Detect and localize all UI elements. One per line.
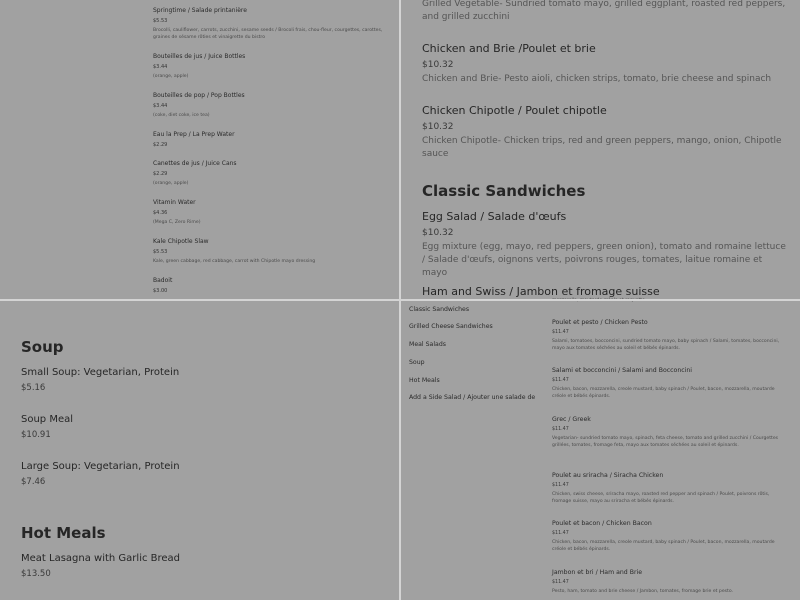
item-name: Eau la Prep / La Prep Water (153, 131, 235, 138)
menu-item[interactable] (552, 367, 787, 400)
menu-item[interactable] (552, 416, 787, 449)
item-price: $11.47 (552, 378, 569, 383)
section-title: Classic Sandwiches (422, 182, 586, 200)
item-name[interactable]: Chicken and Brie /Poulet et brie (422, 42, 596, 55)
item-description: Kale, green cabbage, red cabbage, carrot with Chipotle mayo dressing (153, 259, 316, 264)
nav-item-hot-meals[interactable]: Hot Meals (409, 377, 440, 384)
item-price: $11.47 (552, 531, 569, 536)
item-price: $10.91 (21, 430, 51, 440)
menu-item[interactable] (153, 277, 393, 294)
item-price: $3.44 (153, 64, 168, 70)
item-description: Chicken and Brie- Pesto aioli, chicken strips, tomato, brie cheese and spinach (422, 74, 772, 84)
item-name: Bouteilles de pop / Pop Bottles (153, 92, 245, 99)
item-description: (orange, apple) (153, 181, 189, 186)
beverages-panel (0, 0, 399, 299)
item-name[interactable]: Ham and Swiss / Jambon et fromage suisse (422, 285, 660, 298)
item-name[interactable]: Egg Salad / Salade d'œufs (422, 210, 567, 223)
menu-item[interactable] (153, 53, 393, 80)
menu-item[interactable] (153, 160, 393, 187)
item-price: $10.32 (422, 122, 454, 132)
soup-panel (0, 301, 399, 600)
item-price: $5.53 (153, 249, 168, 255)
item-description: Brocolli, cauliflower, carrots, zucchini, sesame seeds / Brocoli frais, chou-fleur, courgettes, carottes, graines de sésame rôties et vinaigrette du bistro (153, 28, 383, 40)
item-price: $7.46 (21, 477, 46, 487)
menu-item[interactable] (552, 472, 787, 505)
item-name: Grec / Greek (552, 416, 591, 423)
menu-item[interactable] (153, 199, 393, 226)
item-price: $2.29 (153, 171, 168, 177)
divider-horizontal (0, 299, 800, 301)
menu-item[interactable] (552, 319, 787, 352)
nav-item-meal-salads[interactable]: Meal Salads (409, 341, 447, 348)
item-description: Salami, tomatoes, bocconcini, sundried tomato mayo, baby spinach / Salami, tomates, bocconcini, mayo aux tomates séchées au soleil et bébés épinards. (552, 339, 780, 351)
item-name: Badoit (153, 277, 173, 284)
nav-item-classic-sandwiches[interactable]: Classic Sandwiches (409, 306, 470, 313)
menu-item[interactable] (153, 131, 393, 148)
menu-item[interactable] (552, 520, 787, 553)
menu-item[interactable] (153, 7, 393, 41)
section-title: Soup (21, 338, 64, 356)
menu-item[interactable] (153, 92, 393, 119)
item-name[interactable]: Soup Meal (21, 414, 74, 425)
item-price: $10.32 (422, 228, 454, 238)
item-price: $2.29 (153, 142, 168, 148)
item-description: Chicken Chipotle- Chicken trips, red and green peppers, mango, onion, Chipotle sauce (422, 136, 782, 159)
item-name: Poulet et bacon / Chicken Bacon (552, 520, 652, 527)
item-price: $11.47 (552, 330, 569, 335)
item-price: $11.47 (552, 427, 569, 432)
item-description: (Mega C, Zero Rime) (153, 220, 201, 225)
item-description: (orange, apple) (153, 74, 189, 79)
nav-item-add-side-salad[interactable]: Add a Side Salad / Ajouter une salade de (409, 394, 536, 401)
item-name: Poulet au sriracha / Siracha Chicken (552, 472, 664, 479)
item-name: Canettes de jus / Juice Cans (153, 160, 237, 167)
nav-item-grilled-cheese[interactable]: Grilled Cheese Sandwiches (409, 323, 493, 330)
item-name[interactable]: Large Soup: Vegetarian, Protein (21, 461, 180, 472)
sandwiches-panel (401, 0, 800, 299)
item-price: $3.00 (153, 288, 168, 294)
item-price: $10.32 (422, 60, 454, 70)
item-price: $13.50 (21, 569, 51, 579)
item-price: $4.36 (153, 210, 168, 216)
item-price: $11.47 (552, 580, 569, 585)
item-name[interactable]: Small Soup: Vegetarian, Protein (21, 367, 180, 378)
section-title: Hot Meals (21, 524, 106, 542)
item-description: Chicken, bacon, mozzarella, creole mustard, baby spinach / Poulet, bacon, mozzarella, moutarde créole et bébés épinards. (552, 540, 775, 552)
item-description: Egg mixture (egg, mayo, red peppers, green onion), tomato and romaine lettuce / Salade d'œufs, oignons verts, poivrons rouges, tomates, laitue romaine et mayo (422, 242, 786, 278)
item-name[interactable]: Meat Lasagna with Garlic Bread (21, 553, 181, 564)
nav-item-soup[interactable]: Soup (409, 359, 425, 366)
grilled-cheese-panel (401, 301, 800, 600)
item-description: (coke, diet coke, ice tea) (153, 113, 210, 118)
item-description: Chicken, swiss cheese, sriracha mayo, roasted red pepper and spinach / Poulet, poivrons rôtis, fromage suisse, mayo au sriracha et bébés épinards. (552, 492, 770, 504)
item-price: $3.44 (153, 103, 168, 109)
item-name: Salami et bocconcini / Salami and Bocconcini (552, 367, 693, 374)
item-name: Jambon et bri / Ham and Brie (552, 569, 643, 576)
item-price: $5.53 (153, 18, 168, 24)
item-name: Bouteilles de jus / Juice Bottles (153, 53, 246, 60)
item-name: Kale Chipotle Slaw (153, 238, 209, 245)
item-description: Grilled Vegetable- Sundried tomato mayo, grilled eggplant, roasted red peppers, and grilled zucchini (422, 0, 786, 22)
item-price: $11.47 (552, 483, 569, 488)
item-description: Vegetarian- sundried tomato mayo, spinach, feta cheese, tomato and grilled zucchini / Courgettes grillées, tomates, fromage feta, mayo aux tomates séchées au soleil et épinards. (552, 436, 779, 448)
item-price: $5.16 (21, 383, 46, 393)
item-name: Poulet et pesto / Chicken Pesto (552, 319, 648, 326)
menu-item[interactable] (552, 569, 787, 595)
item-name[interactable]: Chicken Chipotle / Poulet chipotle (422, 104, 607, 117)
item-description: Pesto, ham, tomato and brie cheese / Jambon, tomates, fromage brie et pesto. (552, 589, 734, 594)
menu-item[interactable] (153, 238, 393, 265)
item-name: Vitamin Water (153, 199, 196, 206)
item-description: Chicken, bacon, mozzarella, creole mustard, baby spinach / Poulet, bacon, mozzarella, moutarde créole et bébés épinards. (552, 387, 775, 399)
item-name: Springtime / Salade printanière (153, 7, 247, 14)
